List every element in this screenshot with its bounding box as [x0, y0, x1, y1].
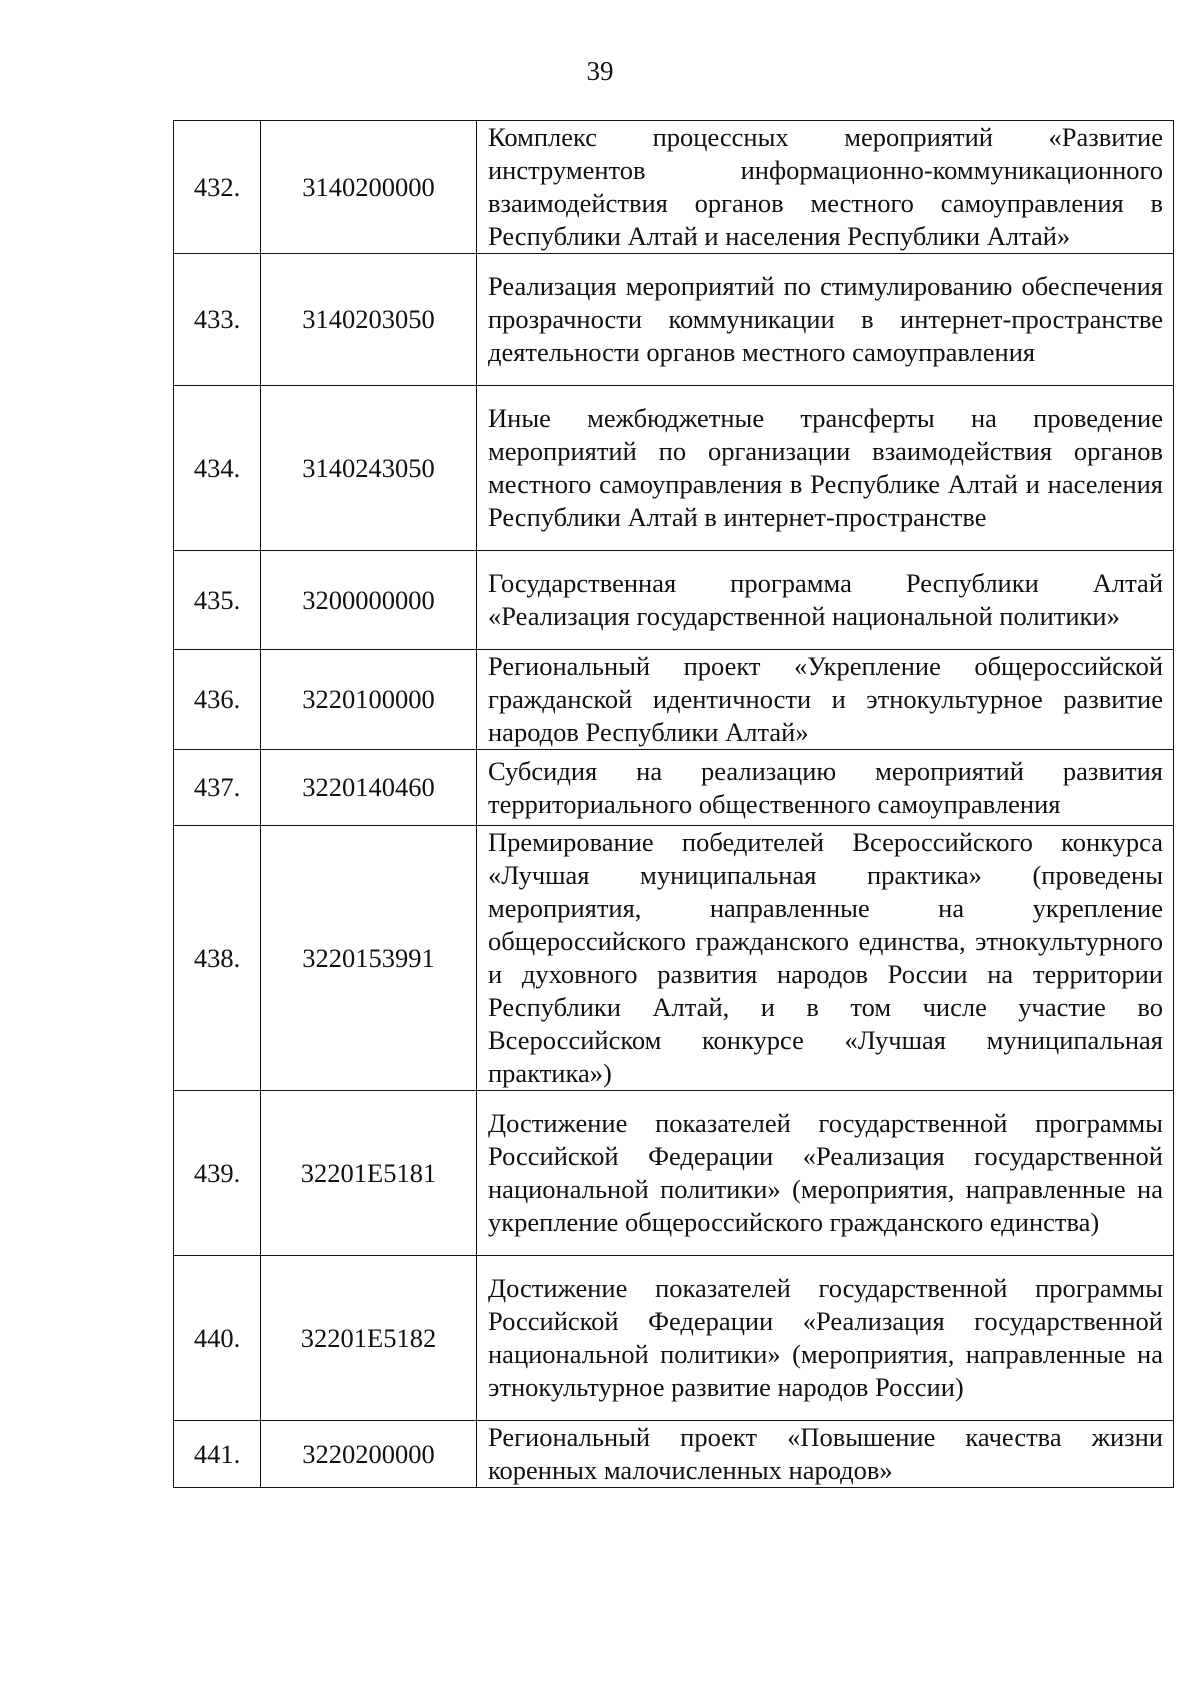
table-row	[174, 826, 1174, 1091]
row-number: 437.	[174, 750, 261, 826]
item-name: Региональный проект «Повышение качества жизни коренных малочисленных народов»	[477, 1421, 1174, 1488]
page-number: 39	[586, 56, 614, 86]
item-name: Реализация мероприятий по стимулированию обеспечения прозрачности коммуникации в интернет-пространстве деятельности органов местного самоуправления	[477, 254, 1174, 386]
item-name: Государственная программа Республики Алтай «Реализация государственной национальной политики»	[477, 551, 1174, 650]
target-code: 32201E5181	[261, 1091, 477, 1256]
target-code: 3140200000	[261, 121, 477, 254]
target-code: 3200000000	[261, 551, 477, 650]
target-code: 32201E5182	[261, 1256, 477, 1421]
row-number: 438.	[174, 826, 261, 1091]
row-number: 439.	[174, 1091, 261, 1256]
table-row	[174, 121, 1174, 254]
table-row	[174, 1256, 1174, 1421]
item-name: Премирование победителей Всероссийского конкурса «Лучшая муниципальная практика» (проведены мероприятия, направленные на укрепление общероссийского гражданского единства, этнокультурного и духовного развития народов России на территории Республики Алтай, и в том числе участие во Всероссийском конкурсе «Лучшая муниципальная практика»)	[477, 826, 1174, 1091]
table-row	[174, 1091, 1174, 1256]
target-code: 3220200000	[261, 1421, 477, 1488]
row-number: 441.	[174, 1421, 261, 1488]
item-name: Комплекс процессных мероприятий «Развитие инструментов информационно-коммуникационного взаимодействия органов местного самоуправления в Республики Алтай и населения Республики Алтай»	[477, 121, 1174, 254]
table-row	[174, 551, 1174, 650]
target-code: 3140203050	[261, 254, 477, 386]
row-number: 432.	[174, 121, 261, 254]
row-number: 433.	[174, 254, 261, 386]
item-name: Иные межбюджетные трансферты на проведение мероприятий по организации взаимодействия органов местного самоуправления в Республике Алтай и населения Республики Алтай в интернет-пространстве	[477, 386, 1174, 551]
item-name: Субсидия на реализацию мероприятий развития территориального общественного самоуправления	[477, 750, 1174, 826]
target-code: 3220153991	[261, 826, 477, 1091]
budget-classification-table	[173, 120, 1174, 1488]
row-number: 435.	[174, 551, 261, 650]
table-row	[174, 750, 1174, 826]
row-number: 440.	[174, 1256, 261, 1421]
target-code: 3220100000	[261, 650, 477, 750]
table-row	[174, 386, 1174, 551]
target-code: 3140243050	[261, 386, 477, 551]
target-code: 3220140460	[261, 750, 477, 826]
row-number: 436.	[174, 650, 261, 750]
row-number: 434.	[174, 386, 261, 551]
item-name: Региональный проект «Укрепление общероссийской гражданской идентичности и этнокультурное развитие народов Республики Алтай»	[477, 650, 1174, 750]
table-row	[174, 254, 1174, 386]
item-name: Достижение показателей государственной программы Российской Федерации «Реализация государственной национальной политики» (мероприятия, направленные на укрепление общероссийского гражданского единства)	[477, 1091, 1174, 1256]
table-row	[174, 1421, 1174, 1488]
table-row	[174, 650, 1174, 750]
item-name: Достижение показателей государственной программы Российской Федерации «Реализация государственной национальной политики» (мероприятия, направленные на этнокультурное развитие народов России)	[477, 1256, 1174, 1421]
